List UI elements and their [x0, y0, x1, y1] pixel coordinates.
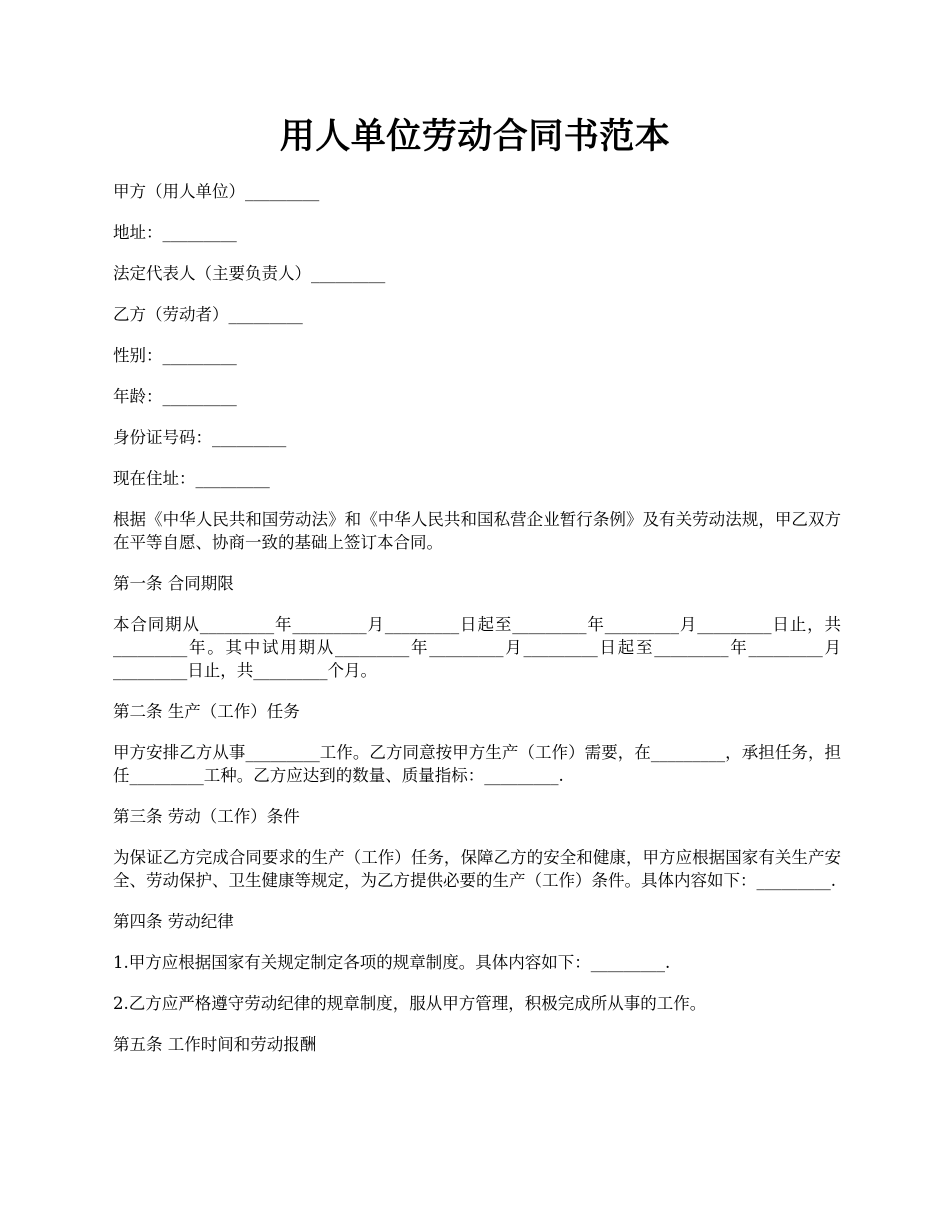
article-5-heading: 第五条 工作时间和劳动报酬	[113, 1035, 317, 1054]
article-4-heading: 第四条 劳动纪律	[113, 912, 234, 931]
article-1-body: 本合同期从_________年_________月_________日起至_________年_________月_________日止，共_________年。其中试用期从_________年_________月_________日起至_________年_________月_________日止，共_________个月。	[113, 615, 841, 680]
article-1-heading: 第一条 合同期限	[113, 574, 234, 593]
field-party-b: 乙方（劳动者）_________	[113, 305, 303, 324]
article-3-body: 为保证乙方完成合同要求的生产（工作）任务，保障乙方的安全和健康，甲方应根据国家有关生产安全、劳动保护、卫生健康等规定，为乙方提供必要的生产（工作）条件。具体内容如下：_________.	[113, 848, 841, 890]
field-id-number: 身份证号码：_________	[113, 428, 287, 447]
field-age: 年龄：_________	[113, 387, 237, 406]
article-2-body: 甲方安排乙方从事_________工作。乙方同意按甲方生产（工作）需要，在_________，承担任务，担任_________工种。乙方应达到的数量、质量指标：_________.	[113, 743, 841, 785]
field-party-a: 甲方（用人单位）_________	[113, 182, 320, 201]
field-legal-representative: 法定代表人（主要负责人）_________	[113, 264, 386, 283]
field-address: 地址：_________	[113, 223, 237, 242]
document-body	[113, 180, 841, 1074]
document-title: 用人单位劳动合同书范本	[279, 116, 671, 157]
field-current-address: 现在住址：_________	[113, 469, 270, 488]
article-4-item-1: 1.甲方应根据国家有关规定制定各项的规章制度。具体内容如下：_________.	[113, 953, 671, 972]
article-4-item-2: 2.乙方应严格遵守劳动纪律的规章制度，服从甲方管理，积极完成所从事的工作。	[113, 994, 707, 1013]
field-gender: 性别：_________	[113, 346, 237, 365]
article-2-heading: 第二条 生产（工作）任务	[113, 702, 300, 721]
preamble-paragraph: 根据《中华人民共和国劳动法》和《中华人民共和国私营企业暂行条例》及有关劳动法规，甲乙双方在平等自愿、协商一致的基础上签订本合同。	[113, 510, 841, 552]
article-3-heading: 第三条 劳动（工作）条件	[113, 807, 300, 826]
